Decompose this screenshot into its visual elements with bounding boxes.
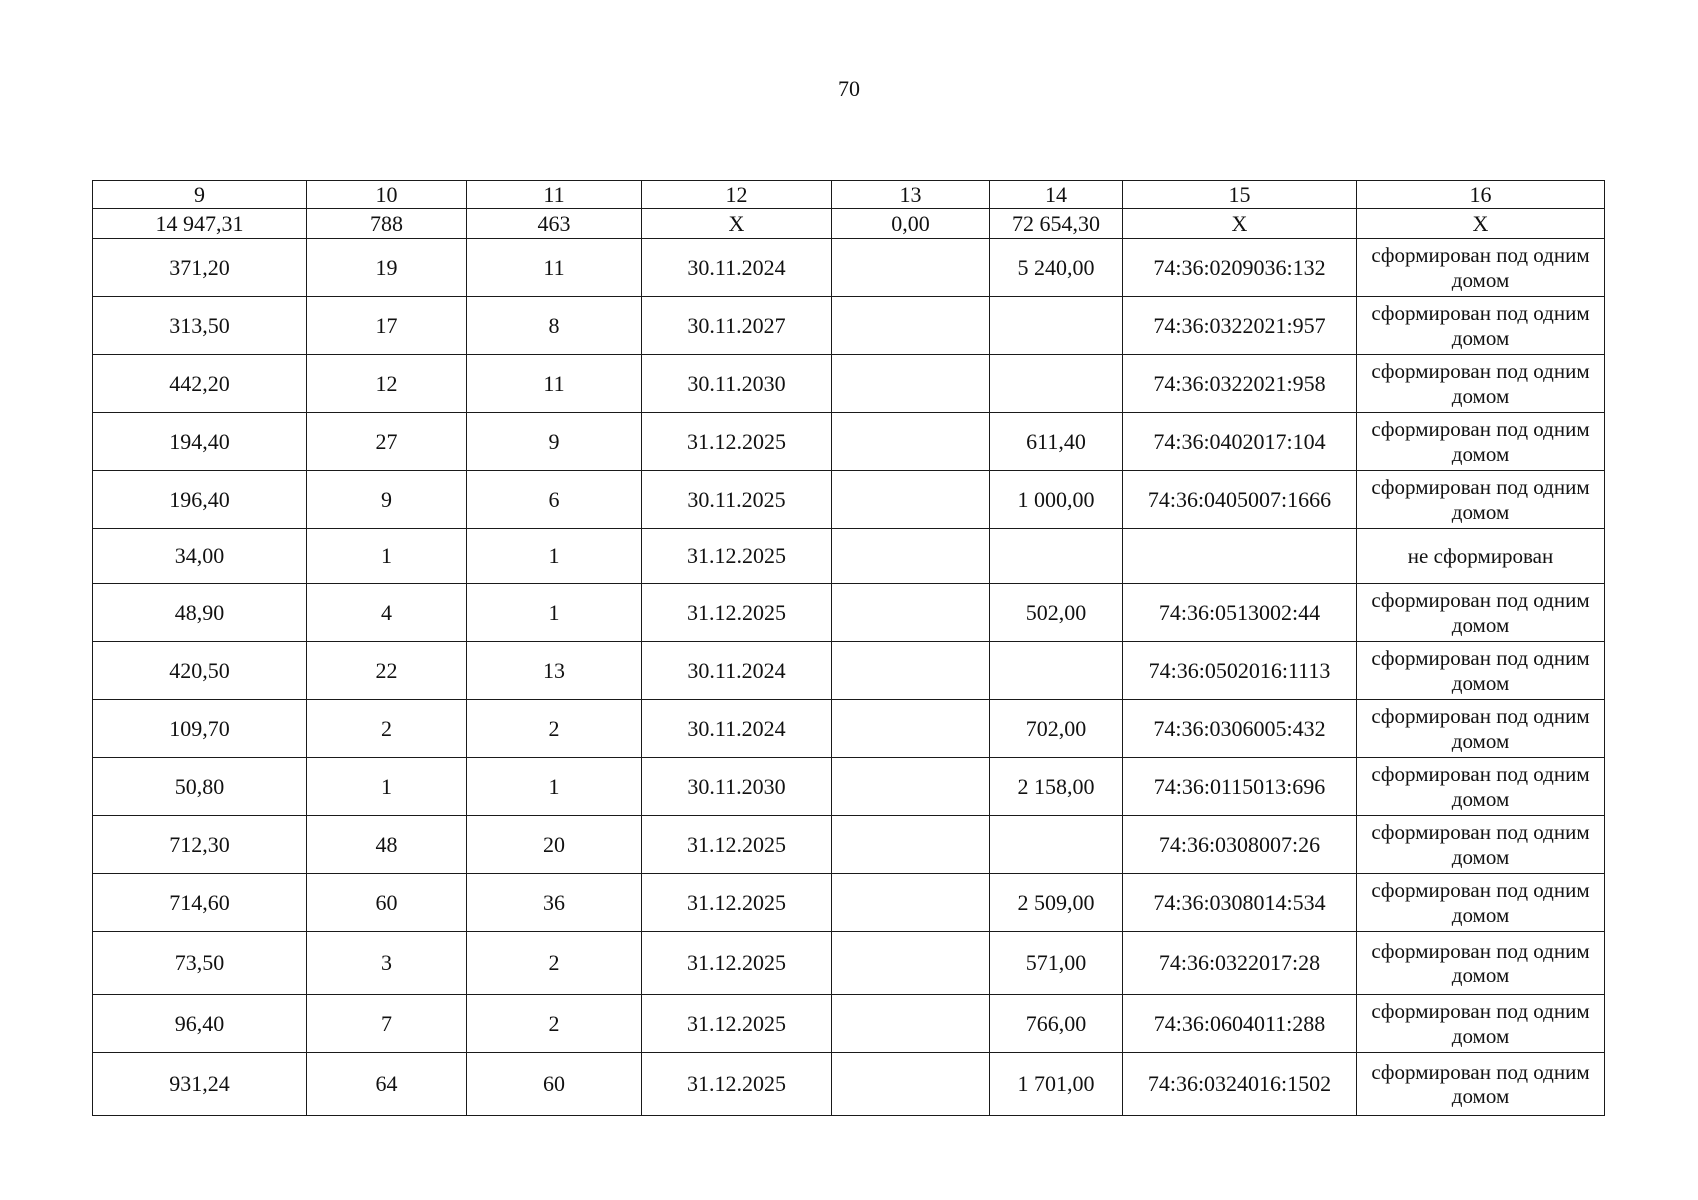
table-cell-col-9: 931,24 (93, 1053, 307, 1116)
table-cell-col-11: 1 (467, 584, 642, 642)
table-cell-col-12: 30.11.2030 (642, 355, 832, 413)
table-row (93, 995, 1605, 1053)
table-row (93, 874, 1605, 932)
table-cell-col-15: 15 (1123, 181, 1357, 209)
table-cell-col-9: 313,50 (93, 297, 307, 355)
table-cell-col-13 (832, 584, 990, 642)
table-cell-col-13 (832, 239, 990, 297)
table-cell-col-9: 371,20 (93, 239, 307, 297)
table-cell-col-11: 11 (467, 355, 642, 413)
column-number-row (93, 181, 1605, 209)
table-cell-col-15: 74:36:0402017:104 (1123, 413, 1357, 471)
table-cell-col-9: 714,60 (93, 874, 307, 932)
table-cell-col-16: сформирован под одним домом (1357, 642, 1605, 700)
table-cell-col-16: сформирован под одним домом (1357, 355, 1605, 413)
table-cell-col-9: 14 947,31 (93, 209, 307, 239)
table-cell-col-9: 9 (93, 181, 307, 209)
table-cell-col-9: 442,20 (93, 355, 307, 413)
table-cell-col-9: 196,40 (93, 471, 307, 529)
table-cell-col-11: 11 (467, 181, 642, 209)
table-cell-col-12: 31.12.2025 (642, 932, 832, 995)
table-cell-col-12: 31.12.2025 (642, 584, 832, 642)
table-cell-col-15: 74:36:0322021:958 (1123, 355, 1357, 413)
table-cell-col-15: 74:36:0209036:132 (1123, 239, 1357, 297)
table-cell-col-16: сформирован под одним домом (1357, 932, 1605, 995)
table-cell-col-12: 30.11.2024 (642, 700, 832, 758)
table-cell-col-15: X (1123, 209, 1357, 239)
table-cell-col-15: 74:36:0405007:1666 (1123, 471, 1357, 529)
table-cell-col-10: 3 (307, 932, 467, 995)
table-cell-col-12: 12 (642, 181, 832, 209)
table-cell-col-14: 611,40 (990, 413, 1123, 471)
table-cell-col-10: 48 (307, 816, 467, 874)
table-cell-col-14: 702,00 (990, 700, 1123, 758)
table-cell-col-14 (990, 529, 1123, 584)
table-cell-col-13 (832, 355, 990, 413)
table-cell-col-13 (832, 413, 990, 471)
table-cell-col-12: 30.11.2027 (642, 297, 832, 355)
table-cell-col-16: 16 (1357, 181, 1605, 209)
table-row (93, 932, 1605, 995)
table-cell-col-16: X (1357, 209, 1605, 239)
table-cell-col-10: 7 (307, 995, 467, 1053)
table-cell-col-9: 48,90 (93, 584, 307, 642)
table-row (93, 529, 1605, 584)
table-cell-col-14: 1 000,00 (990, 471, 1123, 529)
table-cell-col-13 (832, 1053, 990, 1116)
table-row (93, 297, 1605, 355)
table-row (93, 816, 1605, 874)
table-cell-col-14: 5 240,00 (990, 239, 1123, 297)
table-cell-col-14 (990, 297, 1123, 355)
table-cell-col-14: 14 (990, 181, 1123, 209)
table-cell-col-10: 12 (307, 355, 467, 413)
table-cell-col-10: 2 (307, 700, 467, 758)
table-cell-col-15: 74:36:0308014:534 (1123, 874, 1357, 932)
table-cell-col-10: 788 (307, 209, 467, 239)
table-cell-col-11: 1 (467, 529, 642, 584)
table-cell-col-11: 1 (467, 758, 642, 816)
table-cell-col-14: 2 158,00 (990, 758, 1123, 816)
table-cell-col-16: сформирован под одним домом (1357, 584, 1605, 642)
table-cell-col-10: 60 (307, 874, 467, 932)
table-cell-col-13 (832, 529, 990, 584)
table-cell-col-16: сформирован под одним домом (1357, 1053, 1605, 1116)
table-cell-col-11: 2 (467, 995, 642, 1053)
table-cell-col-15: 74:36:0513002:44 (1123, 584, 1357, 642)
table-cell-col-10: 17 (307, 297, 467, 355)
table-cell-col-10: 27 (307, 413, 467, 471)
table-row (93, 471, 1605, 529)
table-cell-col-10: 9 (307, 471, 467, 529)
table-cell-col-12: 30.11.2024 (642, 239, 832, 297)
table-cell-col-12: 31.12.2025 (642, 529, 832, 584)
table-cell-col-15: 74:36:0308007:26 (1123, 816, 1357, 874)
table-cell-col-16: сформирован под одним домом (1357, 413, 1605, 471)
table-cell-col-11: 463 (467, 209, 642, 239)
table-cell-col-10: 22 (307, 642, 467, 700)
table-cell-col-13 (832, 995, 990, 1053)
table-cell-col-9: 420,50 (93, 642, 307, 700)
table-cell-col-13: 0,00 (832, 209, 990, 239)
table-cell-col-12: 31.12.2025 (642, 995, 832, 1053)
table-cell-col-14 (990, 642, 1123, 700)
table-cell-col-11: 8 (467, 297, 642, 355)
table-cell-col-13 (832, 642, 990, 700)
table-cell-col-13 (832, 700, 990, 758)
table-cell-col-16: сформирован под одним домом (1357, 758, 1605, 816)
table-cell-col-15: 74:36:0306005:432 (1123, 700, 1357, 758)
table-cell-col-16: сформирован под одним домом (1357, 874, 1605, 932)
table-cell-col-14: 502,00 (990, 584, 1123, 642)
data-table (92, 180, 1605, 1116)
table-cell-col-16: сформирован под одним домом (1357, 995, 1605, 1053)
table-cell-col-9: 50,80 (93, 758, 307, 816)
table-cell-col-12: 30.11.2030 (642, 758, 832, 816)
table-cell-col-11: 11 (467, 239, 642, 297)
table-cell-col-9: 194,40 (93, 413, 307, 471)
table-cell-col-9: 96,40 (93, 995, 307, 1053)
table-row (93, 642, 1605, 700)
table-cell-col-14: 571,00 (990, 932, 1123, 995)
table-cell-col-16: сформирован под одним домом (1357, 471, 1605, 529)
table-cell-col-13 (832, 816, 990, 874)
table-cell-col-12: X (642, 209, 832, 239)
table-row (93, 239, 1605, 297)
table-row (93, 584, 1605, 642)
table-cell-col-14: 72 654,30 (990, 209, 1123, 239)
table-row (93, 1053, 1605, 1116)
table-cell-col-16: сформирован под одним домом (1357, 239, 1605, 297)
table-cell-col-13 (832, 874, 990, 932)
table-cell-col-13: 13 (832, 181, 990, 209)
table-cell-col-9: 712,30 (93, 816, 307, 874)
table-cell-col-12: 30.11.2025 (642, 471, 832, 529)
table-cell-col-16: сформирован под одним домом (1357, 700, 1605, 758)
table-cell-col-9: 73,50 (93, 932, 307, 995)
table-row (93, 413, 1605, 471)
table-cell-col-14 (990, 816, 1123, 874)
table-cell-col-10: 10 (307, 181, 467, 209)
table-row (93, 355, 1605, 413)
table-cell-col-11: 2 (467, 932, 642, 995)
table-cell-col-14: 2 509,00 (990, 874, 1123, 932)
table-cell-col-13 (832, 471, 990, 529)
table-cell-col-15: 74:36:0115013:696 (1123, 758, 1357, 816)
table-cell-col-16: не сформирован (1357, 529, 1605, 584)
table-cell-col-11: 2 (467, 700, 642, 758)
table-cell-col-13 (832, 758, 990, 816)
table-cell-col-16: сформирован под одним домом (1357, 816, 1605, 874)
table-cell-col-13 (832, 297, 990, 355)
table-cell-col-15: 74:36:0502016:1113 (1123, 642, 1357, 700)
table-cell-col-11: 60 (467, 1053, 642, 1116)
table-cell-col-10: 64 (307, 1053, 467, 1116)
totals-row (93, 209, 1605, 239)
table-cell-col-14: 1 701,00 (990, 1053, 1123, 1116)
table-cell-col-9: 34,00 (93, 529, 307, 584)
table-row (93, 700, 1605, 758)
table-cell-col-15: 74:36:0322021:957 (1123, 297, 1357, 355)
table-cell-col-15: 74:36:0604011:288 (1123, 995, 1357, 1053)
table-cell-col-14: 766,00 (990, 995, 1123, 1053)
table-cell-col-13 (832, 932, 990, 995)
table-cell-col-11: 13 (467, 642, 642, 700)
table-cell-col-12: 31.12.2025 (642, 1053, 832, 1116)
table-cell-col-11: 6 (467, 471, 642, 529)
table-cell-col-9: 109,70 (93, 700, 307, 758)
table-cell-col-11: 9 (467, 413, 642, 471)
table-cell-col-11: 36 (467, 874, 642, 932)
table-cell-col-12: 31.12.2025 (642, 413, 832, 471)
table-cell-col-14 (990, 355, 1123, 413)
table-cell-col-15 (1123, 529, 1357, 584)
table-cell-col-12: 31.12.2025 (642, 874, 832, 932)
page-number: 70 (838, 76, 860, 101)
table-row (93, 758, 1605, 816)
table-cell-col-11: 20 (467, 816, 642, 874)
table-cell-col-10: 4 (307, 584, 467, 642)
table-cell-col-15: 74:36:0324016:1502 (1123, 1053, 1357, 1116)
table-cell-col-10: 1 (307, 529, 467, 584)
table-cell-col-12: 31.12.2025 (642, 816, 832, 874)
table-cell-col-10: 1 (307, 758, 467, 816)
table-cell-col-12: 30.11.2024 (642, 642, 832, 700)
table-cell-col-16: сформирован под одним домом (1357, 297, 1605, 355)
table-cell-col-15: 74:36:0322017:28 (1123, 932, 1357, 995)
table-cell-col-10: 19 (307, 239, 467, 297)
